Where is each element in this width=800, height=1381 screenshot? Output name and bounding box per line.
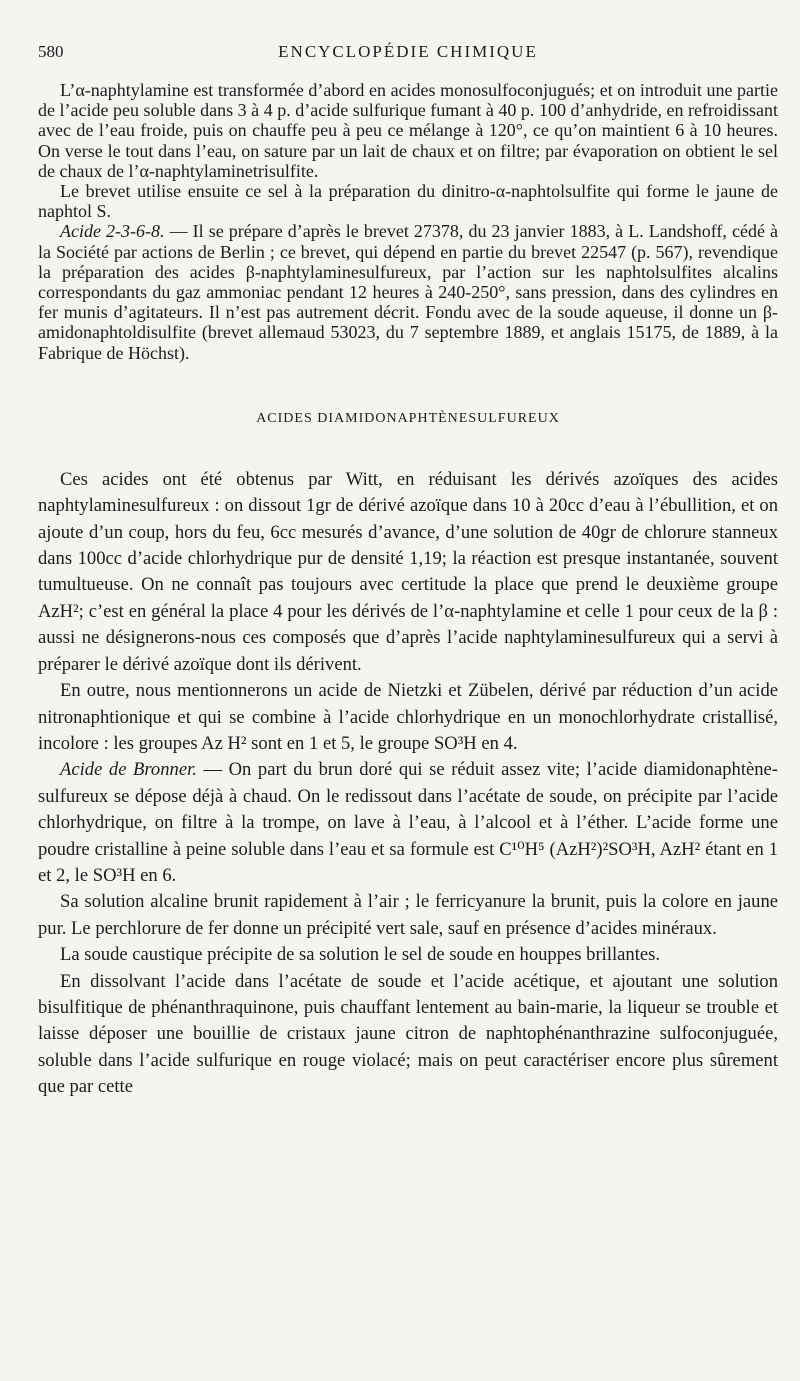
paragraph-text: La soude caustique précipite de sa solution le sel de soude en houppes brillantes. [60,944,661,966]
paragraph [38,942,778,968]
running-title: ENCYCLOPÉDIE CHIMIQUE [278,42,538,61]
paragraph [38,467,778,678]
section-title: ACIDES DIAMIDONAPHTÈNESULFUREUX [256,410,560,426]
page-header [38,36,778,66]
paragraph-text: — Il se prépare d’après le brevet 27378, du 23 janvier 1883, à L. Landshoff, cédé à la Société par actions de Berlin ; ce brevet, qui dépend en partie du brevet 22547 (p. 567), revendique la préparation des acides β-naphtylaminesulfureux, par l’action sur les naphtolsulfites alcalins correspondants du gaz ammoniac pendant 12 heures à 240-250°, sans pression, dans des cylindres en fer munis d’agitateurs. Il n’est pas autrement décrit. Fondu avec de la soude aqueuse, il donne un β-amidonaphtoldisulfite (brevet allemaud 53023, du 7 septembre 1889, et anglais 15175, de 1889, à la Fabrique de Höchst). [38,221,778,363]
bottom-section [38,467,778,1101]
paragraph-text: En outre, nous mentionnerons un acide de Nietzki et Zübelen, dérivé par réduction d’un acide nitronaphtionique et qui se combine à l’acide chlorhydrique en un monochlorhydrate cristallisé, incolore : les groupes Az H² sont en 1 et 5, le groupe SO³H en 4. [38,680,778,754]
paragraph-text: Ces acides ont été obtenus par Witt, en réduisant les dérivés azoïques des acides naphtylaminesulfureux : on dissout 1gr de dérivé azoïque dans 10 à 20cc d’eau à l’ébullition, et on ajoute d’un coup, hors du feu, 6cc mesurés d’avance, d’une solution de 40gr de chlorure stanneux dans 100cc d’acide chlorhydrique pur de densité 1,19; la réaction est presque instantanée, souvent tumultueuse. On ne connaît pas toujours avec certitude la place que prend le deuxième groupe AzH²; c’est en général la place 4 pour les dérivés de l’α-naphtylamine et celle 1 pour ceux de la β : aussi ne désignerons-nous ces composés que d’après l’acide naphtylaminesulfureux qui a servi à préparer le dérivé azoïque dont ils dérivent. [38,468,778,675]
paragraph [38,181,778,221]
paragraph-text: — On part du brun doré qui se réduit assez vite; l’acide diamidonaphtène-sulfureux se dépose déjà à chaud. On le redissout dans l’acétate de soude, on précipite par l’acide chlorhydrique, on filtre à la trompe, on lave à l’eau, à l’alcool et à l’éther. L’acide forme une poudre cristalline à peine soluble dans l’eau et sa formule est C¹⁰H⁵ (AzH²)²SO³H, AzH² étant en 1 et 2, le SO³H en 6. [38,759,778,886]
page-number: 580 [38,42,64,61]
paragraph [38,757,778,889]
paragraph-text: Le brevet utilise ensuite ce sel à la préparation du dinitro-α-naphtolsulfite qui forme le jaune de naphtol S. [38,181,778,222]
paragraph-text: Sa solution alcaline brunit rapidement à l’air ; le ferricyanure la brunit, puis la colore en jaune pur. Le perchlorure de fer donne un précipité vert sale, sauf en présence d’acides minéraux. [38,891,778,939]
paragraph-lead: Acide 2-3-6-8. [60,221,165,242]
paragraph [38,969,778,1101]
paragraph [38,80,778,181]
top-section [38,80,778,363]
paragraph [38,678,778,757]
paragraph-text: L’α-naphtylamine est transformée d’abord en acides monosulfoconjugués; et on introduit une partie de l’acide peu soluble dans 3 à 4 p. d’acide sulfurique fumant à 40 p. 100 d’anhydride, en refroidissant avec de l’eau froide, puis on chauffe peu à peu ce mélange à 120°, ce qu’on maintient 6 à 10 heures. On verse le tout dans l’eau, on sature par un lait de chaux et on filtre; par évaporation on obtient le sel de chaux de l’α-naphtylaminetrisulfite. [38,80,778,181]
paragraph-lead: Acide de Bronner. [60,759,197,781]
paragraph-text: En dissolvant l’acide dans l’acétate de soude et l’acide acétique, et ajoutant une solution bisulfitique de phénanthraquinone, puis chauffant lentement au bain-marie, la liqueur se trouble et laisse déposer une bouillie de cristaux jaune citron de naphtophénanthrazine sulfoconjuguée, soluble dans l’acide sulfurique en rouge violacé; mais on peut caractériser encore plus sûrement que par cette [38,970,778,1098]
paragraph [38,889,778,942]
paragraph [38,221,778,362]
